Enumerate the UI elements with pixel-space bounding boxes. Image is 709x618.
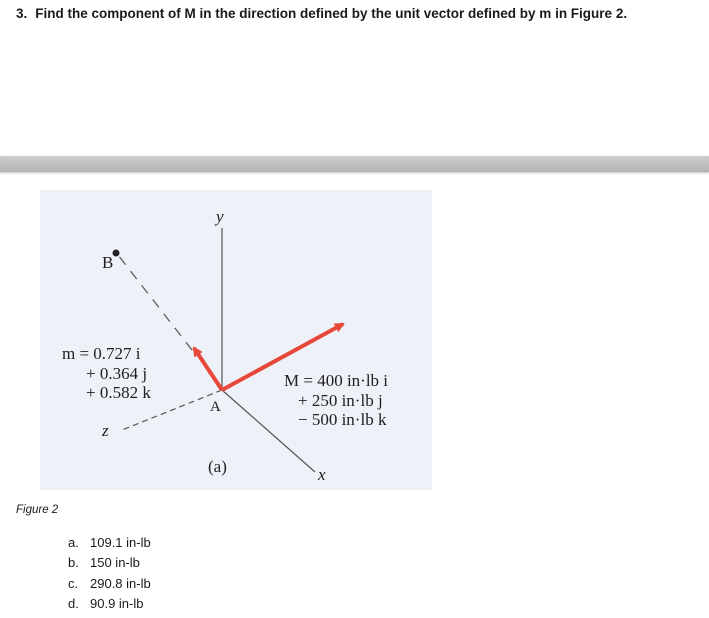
answer-option-a[interactable]: a. 109.1 in-lb bbox=[68, 534, 151, 550]
answer-option-c[interactable]: c. 290.8 in-lb bbox=[68, 575, 151, 591]
section-divider bbox=[0, 156, 709, 172]
point-a-label: A bbox=[210, 399, 221, 415]
figure-image bbox=[40, 190, 432, 490]
figure-caption: Figure 2 bbox=[16, 504, 59, 516]
question-text: 3. Find the component of M in the direction defined by the unit vector defined by m in Figure 2. bbox=[16, 6, 628, 21]
answer-option-b[interactable]: b. 150 in-lb bbox=[68, 555, 140, 571]
line-ab bbox=[118, 255, 192, 350]
subfigure-label: (a) bbox=[208, 457, 227, 476]
M-vector-line1: M = 400 in·lb i bbox=[284, 371, 389, 390]
M-vector-line2: + 250 in·lb j bbox=[298, 391, 383, 410]
answer-option-d[interactable]: d. 90.9 in-lb bbox=[68, 596, 144, 612]
point-b-label: B bbox=[102, 253, 114, 272]
question-number: 3. bbox=[16, 6, 28, 21]
answer-choices bbox=[68, 532, 151, 614]
axis-y-label: y bbox=[216, 207, 224, 226]
vector-diagram bbox=[40, 190, 432, 490]
axis-z-label: z bbox=[102, 421, 109, 440]
m-vector-line3: + 0.582 k bbox=[86, 383, 151, 402]
unit-vector-m bbox=[194, 348, 222, 390]
m-vector-line2: + 0.364 j bbox=[86, 364, 148, 383]
m-vector-line1: m = 0.727 i bbox=[62, 344, 141, 363]
point-b-dot bbox=[113, 250, 120, 257]
M-vector-line3: − 500 in·lb k bbox=[298, 410, 387, 429]
axis-x-label: x bbox=[318, 465, 326, 484]
